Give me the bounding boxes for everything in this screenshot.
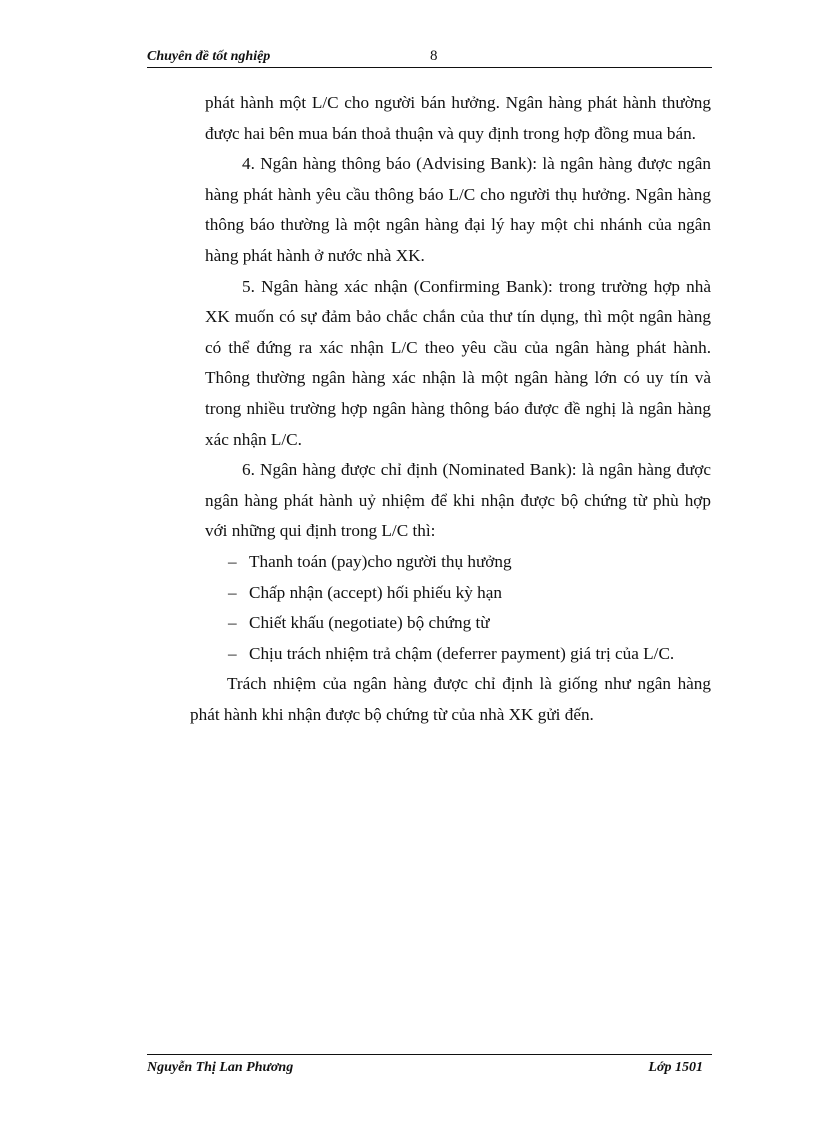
footer-author: Nguyễn Thị Lan Phương <box>147 1060 294 1075</box>
footer-class: Lớp 1501 <box>648 1060 703 1075</box>
dash-bullet-icon: – <box>228 643 237 663</box>
paragraph-confirming-bank: 5. Ngân hàng xác nhận (Confirming Bank): trong trường hợp nhà XK muốn có sự đảm bảo chắc chắn của thư tín dụng, thì một ngân hàng có thể đứng ra xác nhận L/C theo yêu cầu của ngân hàng phát hành. Thông thường ngân hàng xác nhận là một ngân hàng lớn có uy tín và trong nhiều trường hợp ngân hàng thông báo được đề nghị là ngân hàng xác nhận L/C. <box>205 276 711 449</box>
paragraph-advising-bank: 4. Ngân hàng thông báo (Advising Bank): là ngân hàng được ngân hàng phát hành yêu cầu thông báo L/C cho người thụ hưởng. Ngân hàng thông báo thường là một ngân hàng đại lý hay một chi nhánh của ngân hàng phát hành ở nước nhà XK. <box>205 154 711 265</box>
paragraph-nominated-bank: 6. Ngân hàng được chỉ định (Nominated Bank): là ngân hàng được ngân hàng phát hành uỷ nhiệm để khi nhận được bộ chứng từ phù hợp với những qui định trong L/C thì: <box>205 460 711 541</box>
page-number: 8 <box>430 48 438 64</box>
list-item: – Chiết khấu (negotiate) bộ chứng từ <box>205 608 711 639</box>
list-item: – Thanh toán (pay)cho người thụ hưởng <box>205 547 711 578</box>
paragraph-responsibility: Trách nhiệm của ngân hàng được chỉ định là giống như ngân hàng phát hành khi nhận được bộ chứng từ của nhà XK gửi đến. <box>190 674 711 724</box>
list-item: – Chịu trách nhiệm trả chậm (deferrer payment) giá trị của L/C. <box>205 639 711 670</box>
header-rule <box>147 67 712 68</box>
page-header <box>147 45 712 67</box>
paragraph-continuation: phát hành một L/C cho người bán hưởng. Ngân hàng phát hành thường được hai bên mua bán thoả thuận và quy định trong hợp đồng mua bán. <box>205 93 711 143</box>
footer-rule <box>147 1054 712 1055</box>
dash-bullet-icon: – <box>228 613 237 633</box>
list-item: – Chấp nhận (accept) hối phiếu kỳ hạn <box>205 578 711 609</box>
document-body <box>190 88 711 730</box>
dash-bullet-icon: – <box>228 582 237 602</box>
nominated-bank-duties-list <box>205 547 711 669</box>
header-title: Chuyên đề tốt nghiệp <box>147 49 271 64</box>
dash-bullet-icon: – <box>228 551 237 571</box>
